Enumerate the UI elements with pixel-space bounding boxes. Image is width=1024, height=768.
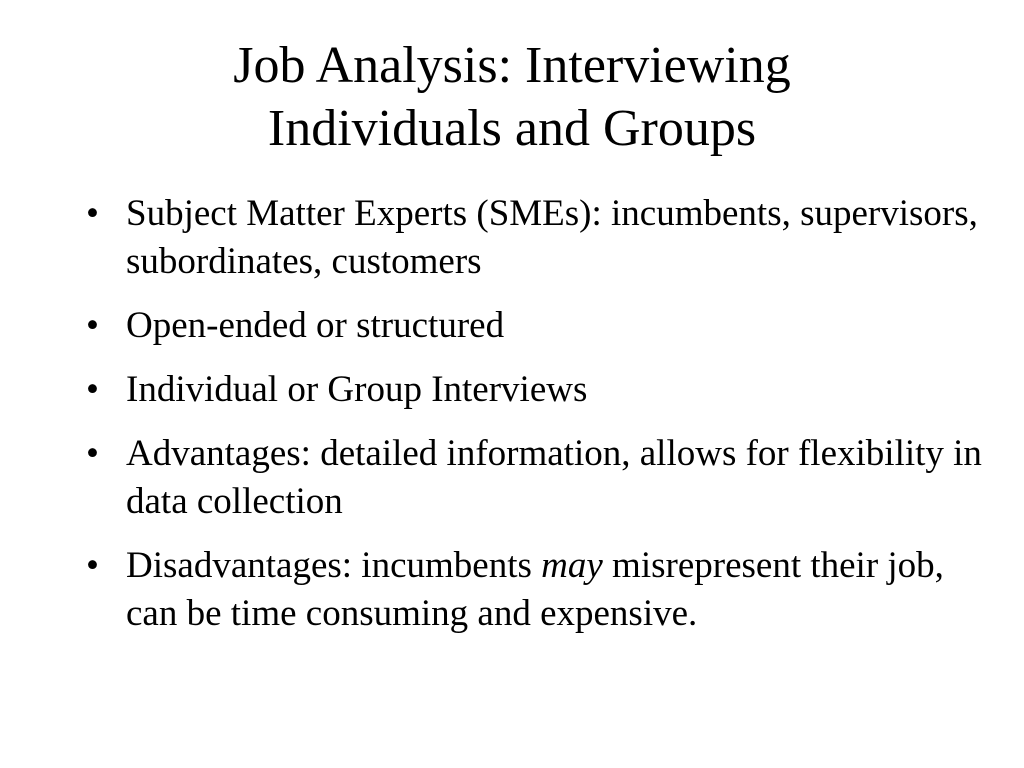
bullet-marker: • bbox=[86, 193, 99, 234]
disadvantages-emphasis: may bbox=[541, 545, 603, 586]
slide-title bbox=[0, 34, 1024, 160]
bullet-item-advantages bbox=[86, 430, 986, 526]
bullet-text-interviews: Individual or Group Interviews bbox=[126, 369, 588, 410]
bullet-marker: • bbox=[86, 369, 99, 410]
bullet-item-smes bbox=[86, 190, 986, 286]
bullet-text-disadvantages bbox=[126, 545, 944, 634]
bullet-text-advantages: Advantages: detailed information, allows for flexibility in data collection bbox=[126, 433, 982, 522]
bullet-item-interviews bbox=[86, 366, 986, 414]
bullet-item-open-ended bbox=[86, 302, 986, 350]
bullet-text-open-ended: Open-ended or structured bbox=[126, 305, 505, 346]
bullet-marker: • bbox=[86, 545, 99, 586]
bullet-item-disadvantages bbox=[86, 542, 986, 638]
disadvantages-text-end: misrepresent their job, can be time consuming and expensive. bbox=[126, 545, 944, 634]
bullet-text-smes: Subject Matter Experts (SMEs): incumbents, supervisors, subordinates, customers bbox=[126, 193, 978, 282]
disadvantages-text-start: Disadvantages: incumbents bbox=[126, 545, 542, 586]
bullet-marker: • bbox=[86, 433, 99, 474]
bullet-list bbox=[86, 190, 986, 654]
slide-title-line-1: Job Analysis: Interviewing bbox=[233, 37, 791, 94]
slide-title-line-2: Individuals and Groups bbox=[267, 100, 757, 157]
bullet-marker: • bbox=[86, 305, 99, 346]
